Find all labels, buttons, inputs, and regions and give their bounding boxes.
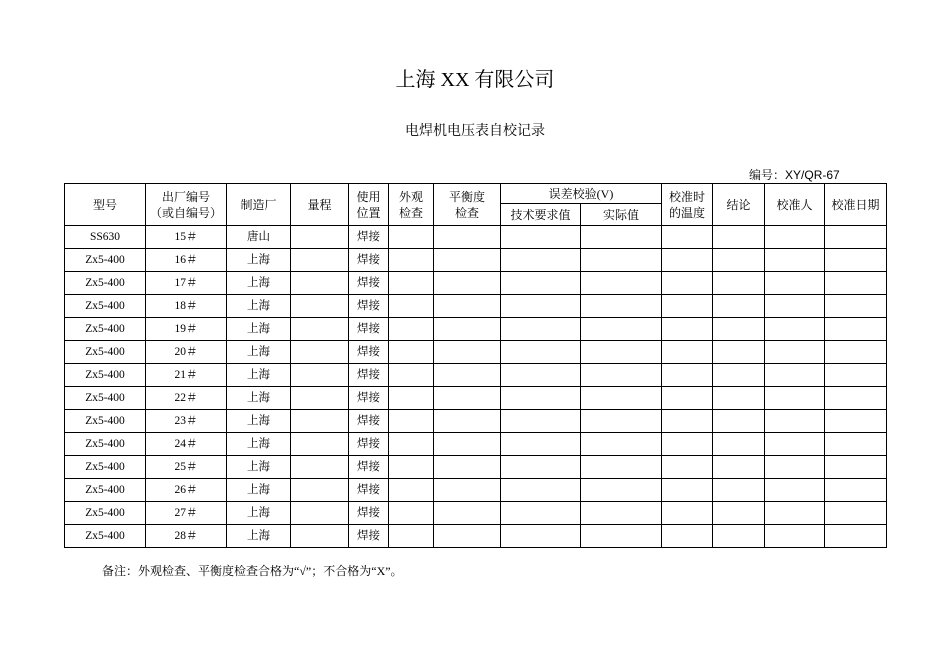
conclusion-cell bbox=[713, 502, 765, 525]
range-cell bbox=[291, 410, 349, 433]
conclusion-cell bbox=[713, 226, 765, 249]
manufacturer-cell: 上海 bbox=[227, 433, 291, 456]
actual-value-cell bbox=[581, 295, 662, 318]
doc-number bbox=[749, 166, 840, 183]
required-value-cell bbox=[501, 433, 581, 456]
serial-cell: 28＃ bbox=[146, 525, 227, 548]
manufacturer-cell: 上海 bbox=[227, 341, 291, 364]
use-location-cell: 焊接 bbox=[349, 410, 389, 433]
conclusion-cell bbox=[713, 387, 765, 410]
required-value-cell bbox=[501, 364, 581, 387]
range-cell bbox=[291, 433, 349, 456]
date-cell bbox=[825, 525, 887, 548]
model-cell: Zx5-400 bbox=[65, 318, 146, 341]
appearance-cell bbox=[389, 341, 434, 364]
manufacturer-cell: 上海 bbox=[227, 364, 291, 387]
range-cell bbox=[291, 387, 349, 410]
required-value-cell bbox=[501, 502, 581, 525]
range-cell bbox=[291, 364, 349, 387]
manufacturer-cell: 上海 bbox=[227, 525, 291, 548]
manufacturer-cell: 上海 bbox=[227, 318, 291, 341]
table-row bbox=[65, 502, 887, 525]
use-location-cell: 焊接 bbox=[349, 387, 389, 410]
header-appearance-line2: 检查 bbox=[398, 205, 423, 220]
date-cell bbox=[825, 433, 887, 456]
table-row bbox=[65, 479, 887, 502]
model-cell: Zx5-400 bbox=[65, 341, 146, 364]
temperature-cell bbox=[662, 318, 713, 341]
appearance-cell bbox=[389, 525, 434, 548]
range-cell bbox=[291, 272, 349, 295]
header-calibrator: 校准人 bbox=[765, 184, 825, 226]
manufacturer-cell: 上海 bbox=[227, 479, 291, 502]
use-location-cell: 焊接 bbox=[349, 456, 389, 479]
date-cell bbox=[825, 272, 887, 295]
temperature-cell bbox=[662, 502, 713, 525]
table-row bbox=[65, 318, 887, 341]
required-value-cell bbox=[501, 387, 581, 410]
header-balance-check bbox=[434, 184, 501, 226]
serial-cell: 15＃ bbox=[146, 226, 227, 249]
range-cell bbox=[291, 249, 349, 272]
conclusion-cell bbox=[713, 318, 765, 341]
doc-number-value: XY/QR-67 bbox=[785, 168, 840, 182]
table-row bbox=[65, 295, 887, 318]
use-location-cell: 焊接 bbox=[349, 364, 389, 387]
balance-cell bbox=[434, 387, 501, 410]
calibrator-cell bbox=[765, 341, 825, 364]
appearance-cell bbox=[389, 387, 434, 410]
appearance-cell bbox=[389, 295, 434, 318]
header-balance-line2: 检查 bbox=[454, 205, 479, 220]
table-row bbox=[65, 272, 887, 295]
model-cell: Zx5-400 bbox=[65, 249, 146, 272]
calibration-record-table bbox=[64, 183, 887, 548]
balance-cell bbox=[434, 456, 501, 479]
required-value-cell bbox=[501, 410, 581, 433]
header-calibration-date: 校准日期 bbox=[825, 184, 887, 226]
date-cell bbox=[825, 410, 887, 433]
appearance-cell bbox=[389, 502, 434, 525]
temperature-cell bbox=[662, 433, 713, 456]
date-cell bbox=[825, 502, 887, 525]
header-temp-line2: 的温度 bbox=[669, 205, 706, 220]
serial-cell: 24＃ bbox=[146, 433, 227, 456]
company-title: 上海 XX 有限公司 bbox=[395, 69, 555, 91]
appearance-cell bbox=[389, 410, 434, 433]
date-cell bbox=[825, 479, 887, 502]
range-cell bbox=[291, 341, 349, 364]
temperature-cell bbox=[662, 456, 713, 479]
form-title: 电焊机电压表自校记录 bbox=[405, 124, 545, 139]
serial-cell: 18＃ bbox=[146, 295, 227, 318]
date-cell bbox=[825, 364, 887, 387]
model-cell: SS630 bbox=[65, 226, 146, 249]
header-temp-line1: 校准时 bbox=[669, 189, 706, 204]
conclusion-cell bbox=[713, 341, 765, 364]
required-value-cell bbox=[501, 272, 581, 295]
calibrator-cell bbox=[765, 525, 825, 548]
use-location-cell: 焊接 bbox=[349, 249, 389, 272]
manufacturer-cell: 上海 bbox=[227, 272, 291, 295]
model-cell: Zx5-400 bbox=[65, 502, 146, 525]
conclusion-cell bbox=[713, 272, 765, 295]
actual-value-cell bbox=[581, 272, 662, 295]
balance-cell bbox=[434, 502, 501, 525]
conclusion-cell bbox=[713, 456, 765, 479]
calibrator-cell bbox=[765, 479, 825, 502]
use-location-cell: 焊接 bbox=[349, 525, 389, 548]
date-cell bbox=[825, 226, 887, 249]
calibrator-cell bbox=[765, 318, 825, 341]
use-location-cell: 焊接 bbox=[349, 272, 389, 295]
calibrator-cell bbox=[765, 249, 825, 272]
date-cell bbox=[825, 456, 887, 479]
appearance-cell bbox=[389, 456, 434, 479]
date-cell bbox=[825, 249, 887, 272]
appearance-cell bbox=[389, 364, 434, 387]
table-row bbox=[65, 410, 887, 433]
use-location-cell: 焊接 bbox=[349, 226, 389, 249]
header-manufacturer: 制造厂 bbox=[227, 184, 291, 226]
manufacturer-cell: 上海 bbox=[227, 249, 291, 272]
balance-cell bbox=[434, 433, 501, 456]
serial-cell: 19＃ bbox=[146, 318, 227, 341]
use-location-cell: 焊接 bbox=[349, 295, 389, 318]
use-location-cell: 焊接 bbox=[349, 502, 389, 525]
conclusion-cell bbox=[713, 479, 765, 502]
actual-value-cell bbox=[581, 525, 662, 548]
doc-number-label: 编号： bbox=[749, 168, 786, 182]
actual-value-cell bbox=[581, 341, 662, 364]
header-appearance-check bbox=[389, 184, 434, 226]
header-appearance-line1: 外观 bbox=[398, 189, 423, 204]
manufacturer-cell: 上海 bbox=[227, 410, 291, 433]
required-value-cell bbox=[501, 226, 581, 249]
header-conclusion: 结论 bbox=[713, 184, 765, 226]
header-actual-value: 实际值 bbox=[581, 204, 662, 226]
actual-value-cell bbox=[581, 387, 662, 410]
table-row bbox=[65, 226, 887, 249]
table-row bbox=[65, 456, 887, 479]
serial-cell: 17＃ bbox=[146, 272, 227, 295]
conclusion-cell bbox=[713, 433, 765, 456]
actual-value-cell bbox=[581, 364, 662, 387]
calibrator-cell bbox=[765, 272, 825, 295]
calibrator-cell bbox=[765, 364, 825, 387]
header-serial-line1: 出厂编号 bbox=[161, 189, 210, 204]
serial-cell: 22＃ bbox=[146, 387, 227, 410]
balance-cell bbox=[434, 364, 501, 387]
use-location-cell: 焊接 bbox=[349, 479, 389, 502]
calibrator-cell bbox=[765, 433, 825, 456]
serial-cell: 27＃ bbox=[146, 502, 227, 525]
table-row bbox=[65, 341, 887, 364]
balance-cell bbox=[434, 226, 501, 249]
header-range: 量程 bbox=[291, 184, 349, 226]
balance-cell bbox=[434, 525, 501, 548]
record-rows bbox=[65, 226, 887, 548]
temperature-cell bbox=[662, 272, 713, 295]
use-location-cell: 焊接 bbox=[349, 318, 389, 341]
appearance-cell bbox=[389, 249, 434, 272]
table-row bbox=[65, 249, 887, 272]
header-balance-line1: 平衡度 bbox=[448, 189, 485, 204]
balance-cell bbox=[434, 479, 501, 502]
temperature-cell bbox=[662, 364, 713, 387]
temperature-cell bbox=[662, 410, 713, 433]
required-value-cell bbox=[501, 525, 581, 548]
appearance-cell bbox=[389, 272, 434, 295]
calibrator-cell bbox=[765, 226, 825, 249]
actual-value-cell bbox=[581, 433, 662, 456]
header-model: 型号 bbox=[65, 184, 146, 226]
balance-cell bbox=[434, 318, 501, 341]
date-cell bbox=[825, 295, 887, 318]
actual-value-cell bbox=[581, 410, 662, 433]
date-cell bbox=[825, 387, 887, 410]
model-cell: Zx5-400 bbox=[65, 479, 146, 502]
temperature-cell bbox=[662, 226, 713, 249]
manufacturer-cell: 上海 bbox=[227, 387, 291, 410]
header-serial bbox=[146, 184, 227, 226]
actual-value-cell bbox=[581, 456, 662, 479]
serial-cell: 16＃ bbox=[146, 249, 227, 272]
calibrator-cell bbox=[765, 456, 825, 479]
balance-cell bbox=[434, 272, 501, 295]
required-value-cell bbox=[501, 249, 581, 272]
temperature-cell bbox=[662, 479, 713, 502]
balance-cell bbox=[434, 295, 501, 318]
actual-value-cell bbox=[581, 249, 662, 272]
required-value-cell bbox=[501, 341, 581, 364]
balance-cell bbox=[434, 341, 501, 364]
use-location-cell: 焊接 bbox=[349, 433, 389, 456]
model-cell: Zx5-400 bbox=[65, 364, 146, 387]
range-cell bbox=[291, 525, 349, 548]
manufacturer-cell: 上海 bbox=[227, 502, 291, 525]
serial-cell: 21＃ bbox=[146, 364, 227, 387]
table-row bbox=[65, 364, 887, 387]
required-value-cell bbox=[501, 479, 581, 502]
appearance-cell bbox=[389, 433, 434, 456]
footnote: 备注：外观检查、平衡度检查合格为“√”；不合格为“X”。 bbox=[102, 564, 403, 578]
range-cell bbox=[291, 456, 349, 479]
actual-value-cell bbox=[581, 479, 662, 502]
model-cell: Zx5-400 bbox=[65, 433, 146, 456]
date-cell bbox=[825, 341, 887, 364]
actual-value-cell bbox=[581, 318, 662, 341]
header-serial-line2: （或自编号） bbox=[149, 205, 222, 220]
header-calibration-temp bbox=[662, 184, 713, 226]
serial-cell: 23＃ bbox=[146, 410, 227, 433]
model-cell: Zx5-400 bbox=[65, 410, 146, 433]
header-error-calibration: 误差校验(V) bbox=[501, 184, 662, 204]
model-cell: Zx5-400 bbox=[65, 272, 146, 295]
calibrator-cell bbox=[765, 410, 825, 433]
serial-cell: 26＃ bbox=[146, 479, 227, 502]
manufacturer-cell: 上海 bbox=[227, 295, 291, 318]
actual-value-cell bbox=[581, 226, 662, 249]
header-use-location bbox=[349, 184, 389, 226]
temperature-cell bbox=[662, 295, 713, 318]
conclusion-cell bbox=[713, 249, 765, 272]
calibrator-cell bbox=[765, 387, 825, 410]
table-row bbox=[65, 525, 887, 548]
header-use-line1: 使用 bbox=[356, 189, 381, 204]
range-cell bbox=[291, 479, 349, 502]
temperature-cell bbox=[662, 341, 713, 364]
header-use-line2: 位置 bbox=[356, 205, 381, 220]
model-cell: Zx5-400 bbox=[65, 525, 146, 548]
table-row bbox=[65, 387, 887, 410]
model-cell: Zx5-400 bbox=[65, 456, 146, 479]
range-cell bbox=[291, 502, 349, 525]
calibrator-cell bbox=[765, 502, 825, 525]
serial-cell: 20＃ bbox=[146, 341, 227, 364]
conclusion-cell bbox=[713, 410, 765, 433]
balance-cell bbox=[434, 410, 501, 433]
range-cell bbox=[291, 295, 349, 318]
calibrator-cell bbox=[765, 295, 825, 318]
manufacturer-cell: 唐山 bbox=[227, 226, 291, 249]
required-value-cell bbox=[501, 295, 581, 318]
range-cell bbox=[291, 226, 349, 249]
conclusion-cell bbox=[713, 295, 765, 318]
appearance-cell bbox=[389, 479, 434, 502]
header-required-value: 技术要求值 bbox=[501, 204, 581, 226]
required-value-cell bbox=[501, 456, 581, 479]
model-cell: Zx5-400 bbox=[65, 295, 146, 318]
temperature-cell bbox=[662, 387, 713, 410]
required-value-cell bbox=[501, 318, 581, 341]
balance-cell bbox=[434, 249, 501, 272]
temperature-cell bbox=[662, 249, 713, 272]
serial-cell: 25＃ bbox=[146, 456, 227, 479]
manufacturer-cell: 上海 bbox=[227, 456, 291, 479]
conclusion-cell bbox=[713, 364, 765, 387]
temperature-cell bbox=[662, 525, 713, 548]
range-cell bbox=[291, 318, 349, 341]
appearance-cell bbox=[389, 318, 434, 341]
date-cell bbox=[825, 318, 887, 341]
actual-value-cell bbox=[581, 502, 662, 525]
model-cell: Zx5-400 bbox=[65, 387, 146, 410]
appearance-cell bbox=[389, 226, 434, 249]
table-row bbox=[65, 433, 887, 456]
use-location-cell: 焊接 bbox=[349, 341, 389, 364]
conclusion-cell bbox=[713, 525, 765, 548]
